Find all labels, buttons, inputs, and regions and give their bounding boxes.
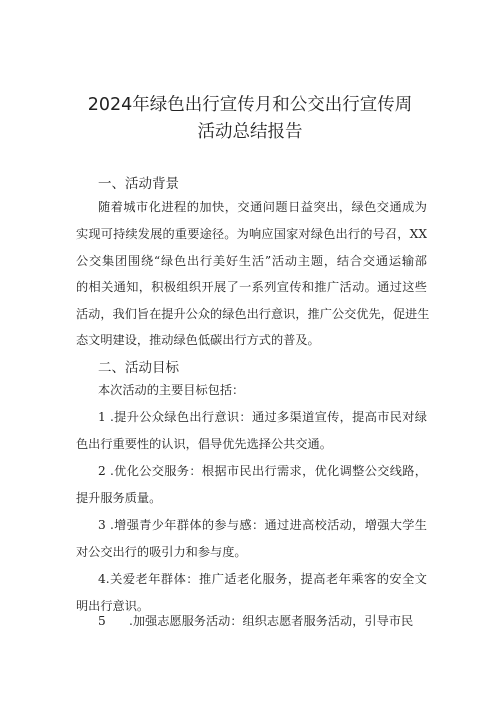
paragraph-line: 活动，我们旨在提升公众的绿色出行意识，推广公交优先，促进生 bbox=[76, 307, 430, 321]
section-heading-goals: 二、活动目标 bbox=[98, 360, 179, 376]
paragraph-line: 随着城市化进程的加快，交通问题日益突出，绿色交通成为 bbox=[98, 200, 427, 214]
list-item-line: 2 .优化公交服务：根据市民出行需求，优化调整公交线路， bbox=[98, 464, 427, 478]
paragraph-line: 实现可持续发展的重要途径。为响应国家对绿色出行的号召，XX bbox=[76, 227, 427, 241]
document-title-line-1: 2024年绿色出行宣传月和公交出行宣传周 bbox=[87, 95, 413, 115]
goals-intro: 本次活动的主要目标包括： bbox=[98, 383, 245, 397]
list-item-line: 4.关爱老年群体：推广适老化服务，提高老年乘客的安全文 bbox=[98, 572, 427, 586]
paragraph-line: 公交集团围绕“绿色出行美好生活”活动主题，结合交通运输部 bbox=[76, 254, 427, 268]
list-item-line: 5 .加强志愿服务活动：组织志愿者服务活动，引导市民 bbox=[98, 614, 414, 628]
list-item-line: 对公交出行的吸引力和参与度。 bbox=[76, 545, 247, 559]
list-item-line: 3 .增强青少年群体的参与感：通过进高校活动，增强大学生 bbox=[98, 518, 427, 532]
list-item-line: 提升服务质量。 bbox=[76, 491, 162, 505]
list-item-line: 明出行意识。 bbox=[76, 599, 150, 613]
paragraph-line: 态文明建设，推动绿色低碳出行方式的普及。 bbox=[76, 333, 320, 347]
list-item-line: 1 .提升公众绿色出行意识：通过多渠道宣传，提高市民对绿 bbox=[98, 410, 427, 424]
paragraph-line: 的相关通知，积极组织开展了一系列宣传和推广活动。通过这些 bbox=[76, 280, 427, 294]
list-item-line: 色出行重要性的认识，倡导优先选择公共交通。 bbox=[76, 437, 332, 451]
section-heading-background: 一、活动背景 bbox=[98, 176, 179, 192]
document-title-line-2: 活动总结报告 bbox=[197, 122, 303, 142]
